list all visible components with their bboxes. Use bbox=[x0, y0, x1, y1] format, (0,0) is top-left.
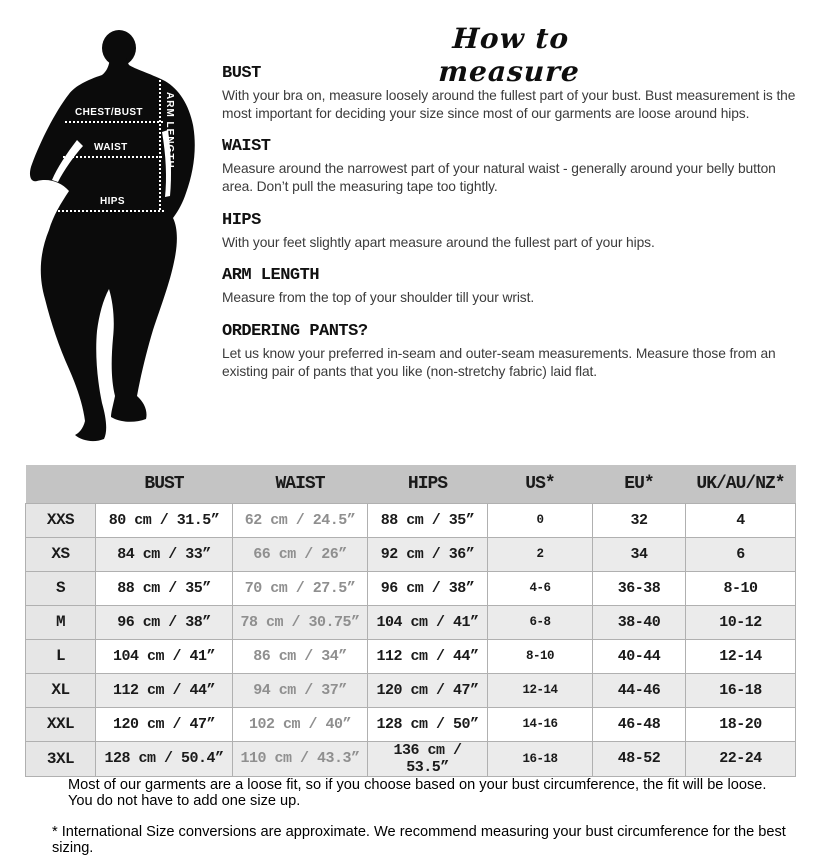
chest-dotted-line bbox=[65, 121, 163, 123]
us-value-cell: 16-18 bbox=[488, 741, 593, 776]
size-label: XXL bbox=[26, 707, 96, 741]
hips-value-cell: 104 cm / 41” bbox=[368, 605, 488, 639]
chest-bust-label: CHEST/BUST bbox=[75, 107, 143, 118]
size-label: XS bbox=[26, 537, 96, 571]
corner-cell bbox=[26, 465, 96, 503]
bust-value-cell: 128 cm / 50.4” bbox=[96, 741, 233, 776]
table-header-row bbox=[26, 465, 796, 503]
fit-note-line2: You do not have to add one size up. bbox=[68, 793, 301, 810]
waist-value-cell: 66 cm / 26” bbox=[233, 537, 368, 571]
bust-value-cell: 84 cm / 33” bbox=[96, 537, 233, 571]
column-header-hips: HIPS bbox=[368, 465, 488, 503]
uk-value-cell: 4 bbox=[686, 503, 796, 537]
section-waist bbox=[222, 137, 804, 195]
size-label: M bbox=[26, 605, 96, 639]
waist-value-cell: 62 cm / 24.5” bbox=[233, 503, 368, 537]
hips-value-cell: 120 cm / 47” bbox=[368, 673, 488, 707]
section-heading: HIPS bbox=[222, 210, 261, 230]
uk-value-cell: 18-20 bbox=[686, 707, 796, 741]
section-arm-length bbox=[222, 266, 804, 307]
section-body: With your feet slightly apart measure around the fullest part of your hips. bbox=[222, 234, 655, 250]
size-row-xl bbox=[26, 673, 796, 707]
us-value-cell: 12-14 bbox=[488, 673, 593, 707]
bust-value-cell: 88 cm / 35” bbox=[96, 571, 233, 605]
hips-value-cell: 112 cm / 44” bbox=[368, 639, 488, 673]
hips-value-cell: 96 cm / 38” bbox=[368, 571, 488, 605]
section-ordering-pants bbox=[222, 322, 804, 380]
arm-length-label: ARM LENGTH bbox=[164, 92, 175, 169]
waist-value-cell: 94 cm / 37” bbox=[233, 673, 368, 707]
international-size-note: * International Size conversions are approximate. We recommend measuring your bust circumference for the best sizing. bbox=[52, 823, 786, 856]
eu-value-cell: 40-44 bbox=[593, 639, 686, 673]
measure-instructions bbox=[222, 64, 804, 395]
eu-value-cell: 48-52 bbox=[593, 741, 686, 776]
size-row-s bbox=[26, 571, 796, 605]
waist-value-cell: 78 cm / 30.75” bbox=[233, 605, 368, 639]
section-body: Measure around the narrowest part of your natural waist - generally around your belly button area. Don’t pull the measuring tape too tightly. bbox=[222, 161, 776, 194]
footer-notes bbox=[25, 777, 815, 856]
waist-value-cell: 102 cm / 40” bbox=[233, 707, 368, 741]
section-bust bbox=[222, 64, 804, 122]
fit-note-line1: Most of our garments are a loose fit, so if you choose based on your bust circumference, the fit will be loose. bbox=[68, 777, 767, 793]
page-title: How to measure bbox=[437, 22, 581, 88]
section-heading: ARM LENGTH bbox=[222, 266, 320, 286]
waist-value-cell: 110 cm / 43.3” bbox=[233, 741, 368, 776]
section-body: Let us know your preferred in-seam and outer-seam measurements. Measure those from an existing pair of pants that you like (non-stretchy fabric) laid flat. bbox=[222, 345, 776, 379]
bust-value-cell: 80 cm / 31.5” bbox=[96, 503, 233, 537]
size-conversion-table bbox=[25, 465, 796, 777]
column-header-us: US* bbox=[488, 465, 593, 503]
us-value-cell: 14-16 bbox=[488, 707, 593, 741]
size-label: L bbox=[26, 639, 96, 673]
measurement-figure bbox=[25, 30, 197, 444]
size-label: 3XL bbox=[26, 741, 96, 776]
waist-label: WAIST bbox=[94, 142, 128, 153]
size-row-3xl bbox=[26, 741, 796, 776]
uk-value-cell: 12-14 bbox=[686, 639, 796, 673]
eu-value-cell: 44-46 bbox=[593, 673, 686, 707]
bust-value-cell: 104 cm / 41” bbox=[96, 639, 233, 673]
column-header-uk-au-nz: UK/AU/NZ* bbox=[686, 465, 796, 503]
us-value-cell: 2 bbox=[488, 537, 593, 571]
us-value-cell: 8-10 bbox=[488, 639, 593, 673]
bust-value-cell: 112 cm / 44” bbox=[96, 673, 233, 707]
size-label: XL bbox=[26, 673, 96, 707]
section-body: With your bra on, measure loosely around the fullest part of your bust. Bust measurement is the most important for deciding your size since most of our garments are loose around hips. bbox=[222, 88, 796, 121]
arm-length-dotted-line bbox=[159, 60, 161, 210]
waist-value-cell: 86 cm / 34” bbox=[233, 639, 368, 673]
hips-label: HIPS bbox=[100, 196, 125, 207]
uk-value-cell: 16-18 bbox=[686, 673, 796, 707]
column-header-waist: WAIST bbox=[233, 465, 368, 503]
size-label: XXS bbox=[26, 503, 96, 537]
column-header-bust: BUST bbox=[96, 465, 233, 503]
size-row-m bbox=[26, 605, 796, 639]
uk-value-cell: 22-24 bbox=[686, 741, 796, 776]
size-row-l bbox=[26, 639, 796, 673]
eu-value-cell: 36-38 bbox=[593, 571, 686, 605]
bust-value-cell: 120 cm / 47” bbox=[96, 707, 233, 741]
column-header-eu: EU* bbox=[593, 465, 686, 503]
hips-value-cell: 88 cm / 35” bbox=[368, 503, 488, 537]
eu-value-cell: 38-40 bbox=[593, 605, 686, 639]
uk-value-cell: 10-12 bbox=[686, 605, 796, 639]
eu-value-cell: 32 bbox=[593, 503, 686, 537]
section-heading: BUST bbox=[222, 64, 261, 83]
size-label: S bbox=[26, 571, 96, 605]
section-body: Measure from the top of your shoulder till your wrist. bbox=[222, 290, 535, 306]
size-row-xs bbox=[26, 537, 796, 571]
size-row-xxs bbox=[26, 503, 796, 537]
hips-value-cell: 92 cm / 36” bbox=[368, 537, 488, 571]
hips-dotted-line bbox=[53, 210, 164, 212]
bust-value-cell: 96 cm / 38” bbox=[96, 605, 233, 639]
us-value-cell: 4-6 bbox=[488, 571, 593, 605]
eu-value-cell: 34 bbox=[593, 537, 686, 571]
waist-dotted-line bbox=[63, 156, 162, 158]
hips-value-cell: 136 cm / 53.5” bbox=[368, 741, 488, 776]
section-heading: WAIST bbox=[222, 137, 271, 157]
waist-value-cell: 70 cm / 27.5” bbox=[233, 571, 368, 605]
uk-value-cell: 6 bbox=[686, 537, 796, 571]
uk-value-cell: 8-10 bbox=[686, 571, 796, 605]
us-value-cell: 6-8 bbox=[488, 605, 593, 639]
hips-value-cell: 128 cm / 50” bbox=[368, 707, 488, 741]
section-heading: ORDERING PANTS? bbox=[222, 321, 368, 341]
section-hips bbox=[222, 211, 804, 252]
us-value-cell: 0 bbox=[488, 503, 593, 537]
size-row-xxl bbox=[26, 707, 796, 741]
eu-value-cell: 46-48 bbox=[593, 707, 686, 741]
